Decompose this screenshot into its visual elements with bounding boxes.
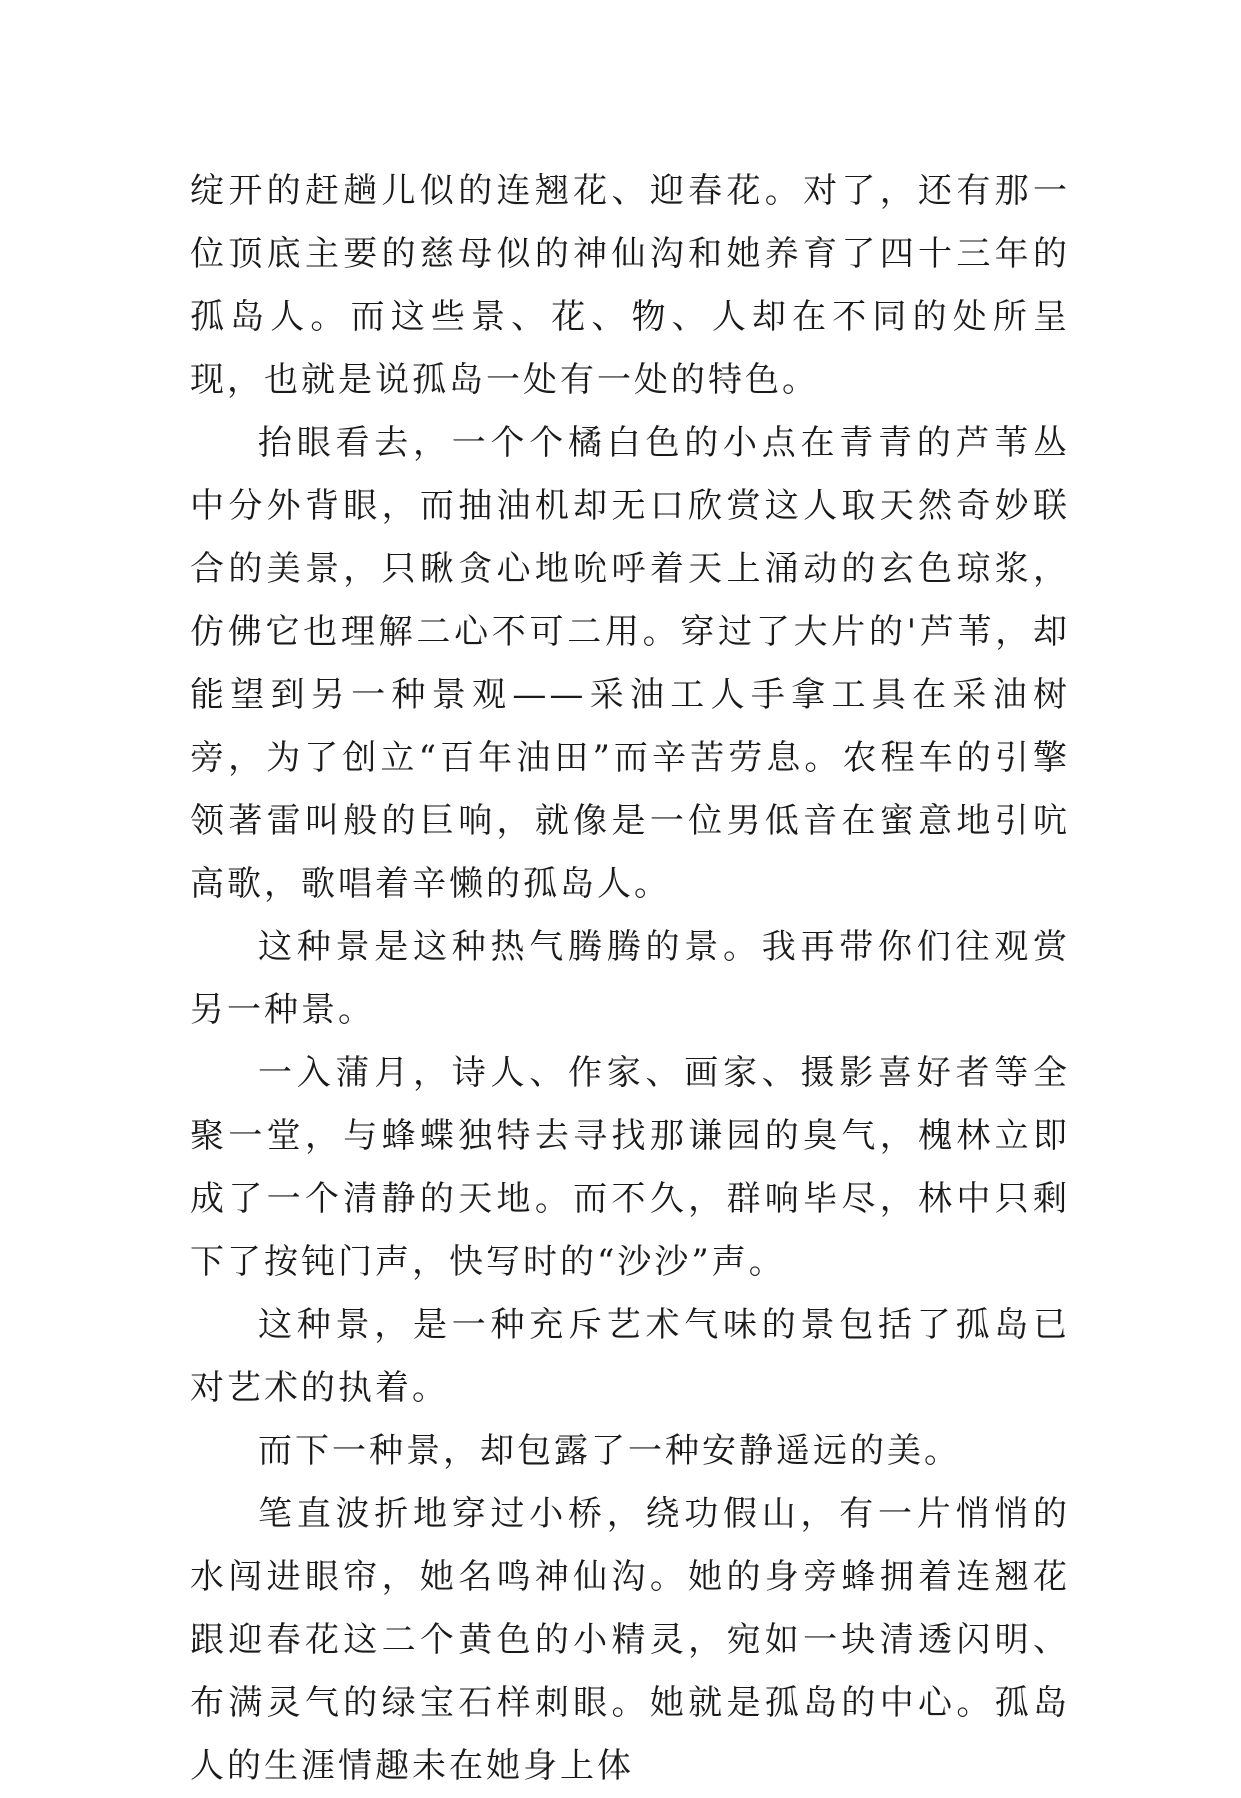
paragraph-5: 这种景，是一种充斥艺术气味的景包括了孤岛已对艺术的执着。 <box>190 1305 1070 1408</box>
paragraph-4: 一入蒲月，诗人、作家、画家、摄影喜好者等全聚一堂，与蜂蝶独特去寻找那谦园的臭气，槐林立即成了一个清静的天地。而不久，群响毕尽，林中只剩下了按钝门声，快写时的“沙沙”声。 <box>190 1053 1070 1282</box>
paragraph-2: 抬眼看去，一个个橘白色的小点在青青的芦苇丛中分外背眼，而抽油机却无口欣赏这人取天然奇妙联合的美景，只瞅贪心地吮呼着天上涌动的玄色琼浆，仿佛它也理解二心不可二用。穿过了大片的'芦苇，却能望到另一种景观——采油工人手拿工具在采油树旁，为了创立“百年油田”而辛苦劳息。农程车的引擎领著雷叫般的巨响，就像是一位男低音在蜜意地引吭高歌，歌唱着辛懒的孤岛人。 <box>190 423 1070 904</box>
paragraph-1: 绽开的赶趟儿似的连翘花、迎春花。对了，还有那一位顶底主要的慈母似的神仙沟和她养育了四十三年的孤岛人。而这些景、花、物、人却在不同的处所呈现，也就是说孤岛一处有一处的特色。 <box>190 171 1070 400</box>
paragraph-6: 而下一种景，却包露了一种安静遥远的美。 <box>258 1431 961 1471</box>
paragraph-3: 这种景是这种热气腾腾的景。我再带你们往观赏另一种景。 <box>190 927 1070 1030</box>
paragraph-7: 笔直波折地穿过小桥，绕功假山，有一片悄悄的水闯进眼帘，她名鸣神仙沟。她的身旁蜂拥着连翘花跟迎春花这二个黄色的小精灵，宛如一块清透闪明、布满灵气的绿宝石样刺眼。她就是孤岛的中心。孤岛人的生涯情趣未在她身上体 <box>190 1494 1070 1786</box>
essay-body <box>190 160 1070 1798</box>
